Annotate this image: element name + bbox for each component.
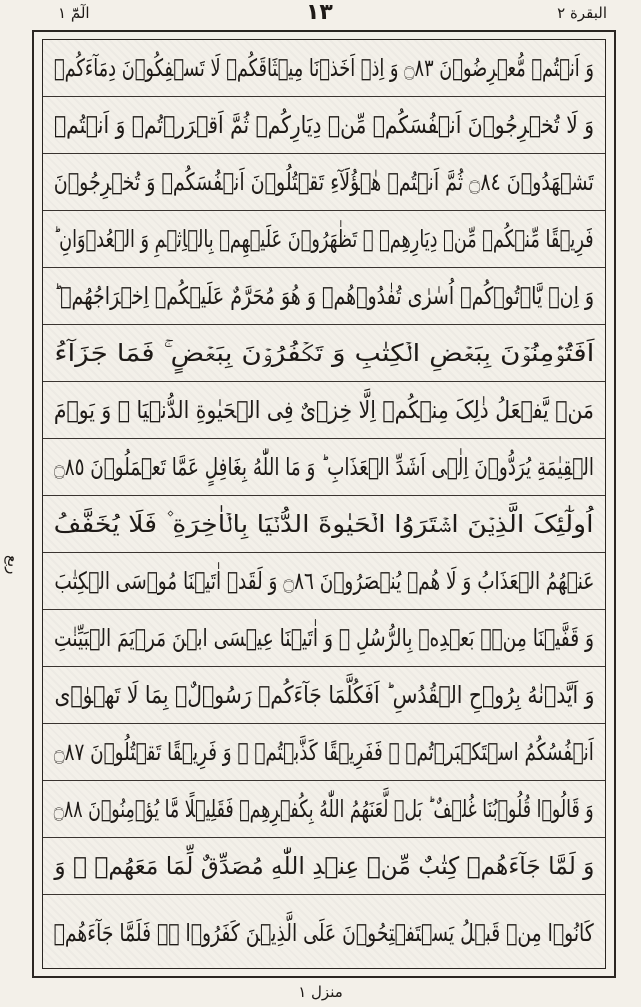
page-number: ۱۳ — [306, 0, 333, 25]
line-text: مَنۡ یَّفۡعَلُ ذٰلِکَ مِنۡکُمۡ اِلَّا خِزۡیٌ فِی الۡحَیٰوةِ الدُّنۡیَا ۚ وَ یَوۡمَ — [53, 396, 594, 424]
line-text: اُولٰٓئِکَ الَّذِیۡنَ اشۡتَرَوُا الۡحَیٰوةَ الدُّنۡیَا بِالۡاٰخِرَةِ ۫ فَلَا یُخَفَّفُ — [54, 510, 595, 538]
line-text: اَنۡفُسُکُمُ اسۡتَکۡبَرۡتُمۡ ۚ فَفَرِیۡقًا کَذَّبۡتُمۡ ۫ وَ فَرِیۡقًا تَقۡتُلُوۡنَ ۝٨٧ — [54, 738, 594, 766]
ruku-marker: ربع — [4, 555, 22, 575]
line-text: اَفَتُؤۡمِنُوۡنَ بِبَعۡضِ الۡکِتٰبِ وَ تَکۡفُرُوۡنَ بِبَعۡضٍ ۚ فَمَا جَزَآءُ — [54, 339, 595, 367]
text-line — [43, 496, 605, 553]
text-line — [43, 895, 605, 969]
line-text: وَ اَنۡتُمۡ مُّعۡرِضُوۡنَ ۝٨٣ وَ اِذۡ اَخَذۡنَا مِیۡثَاقَکُمۡ لَا تَسۡفِکُوۡنَ دِمَآءَکُمۡ — [53, 54, 594, 82]
text-line — [43, 667, 605, 724]
manzil-footer: منزل ١ — [298, 983, 343, 1001]
line-text: وَ لَمَّا جَآءَهُمۡ کِتٰبٌ مِّنۡ عِنۡدِ اللّٰهِ مُصَدِّقٌ لِّمَا مَعَهُمۡ ۙ وَ — [54, 852, 594, 880]
text-line — [43, 838, 605, 895]
text-line — [43, 781, 605, 838]
text-line — [43, 154, 605, 211]
text-line — [43, 268, 605, 325]
text-line — [43, 40, 605, 97]
surah-name: البقرة ٢ — [557, 4, 607, 22]
text-line — [43, 610, 605, 667]
line-text: وَ لَا تُخۡرِجُوۡنَ اَنۡفُسَکُمۡ مِّنۡ دِیَارِکُمۡ ثُمَّ اَقۡرَرۡتُمۡ وَ اَنۡتُمۡ — [53, 111, 594, 139]
text-panel — [42, 39, 606, 969]
page-header — [0, 0, 641, 30]
text-line — [43, 97, 605, 154]
text-line — [43, 325, 605, 382]
text-line — [43, 211, 605, 268]
text-line — [43, 724, 605, 781]
text-line — [43, 553, 605, 610]
line-text: الۡقِیٰمَةِ یُرَدُّوۡنَ اِلٰۤی اَشَدِّ الۡعَذَابِ ؕ وَ مَا اللّٰهُ بِغَافِلٍ عَمَّا تَعۡمَلُوۡنَ ۝٨٥ — [53, 453, 594, 481]
juz-name: الٓمّٓ ١ — [58, 4, 90, 22]
line-text: تَشۡهَدُوۡنَ ۝٨٤ ثُمَّ اَنۡتُمۡ هٰۤؤُلَآءِ تَقۡتُلُوۡنَ اَنۡفُسَکُمۡ وَ تُخۡرِجُوۡنَ — [53, 168, 594, 196]
text-line — [43, 382, 605, 439]
line-text: عَنۡهُمُ الۡعَذَابُ وَ لَا هُمۡ یُنۡصَرُوۡنَ ۝٨٦ وَ لَقَدۡ اٰتَیۡنَا مُوۡسَی الۡکِتٰبَ — [53, 567, 594, 595]
line-text: کَانُوۡا مِنۡ قَبۡلُ یَسۡتَفۡتِحُوۡنَ عَلَی الَّذِیۡنَ کَفَرُوۡا ۚۖ فَلَمَّا جَآءَهُمۡ — [53, 918, 594, 947]
line-text: فَرِیۡقًا مِّنۡکُمۡ مِّنۡ دِیَارِهِمۡ ۫ تَظٰهَرُوۡنَ عَلَیۡهِمۡ بِالۡاِثۡمِ وَ الۡعُدۡوَانِ ؕ — [53, 225, 594, 253]
line-text: وَ قَفَّیۡنَا مِنۡۢ بَعۡدِهٖ بِالرُّسُلِ ۫ وَ اٰتَیۡنَا عِیۡسَی ابۡنَ مَرۡیَمَ الۡبَیِّنٰتِ — [54, 624, 594, 652]
line-text: وَ اَیَّدۡنٰهُ بِرُوۡحِ الۡقُدُسِ ؕ اَفَکُلَّمَا جَآءَکُمۡ رَسُوۡلٌۢ بِمَا لَا تَهۡوٰۤی — [53, 681, 594, 709]
text-line — [43, 439, 605, 496]
line-text: وَ قَالُوۡا قُلُوۡبُنَا غُلۡفٌ ؕ بَلۡ لَّعَنَهُمُ اللّٰهُ بِکُفۡرِهِمۡ فَقَلِیۡلًا مَّا یُؤۡمِنُوۡنَ ۝٨٨ — [54, 795, 595, 823]
line-text: وَ اِنۡ یَّاۡتُوۡکُمۡ اُسٰرٰی تُفٰدُوۡهُمۡ وَ هُوَ مُحَرَّمٌ عَلَیۡکُمۡ اِخۡرَاجُهُمۡ ؕ — [54, 282, 594, 310]
